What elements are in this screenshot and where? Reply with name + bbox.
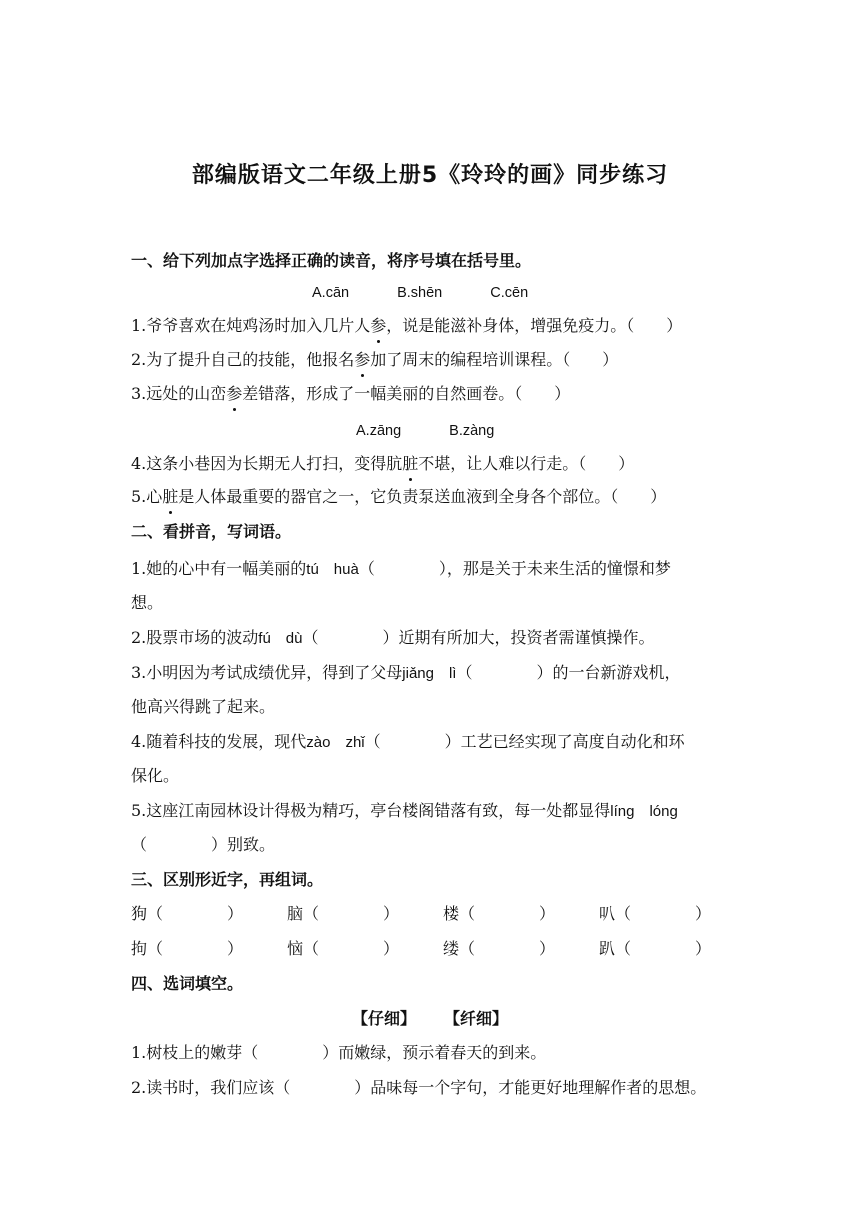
fill-q2: 2.读书时，我们应该（ ）品味每一个字句，才能更好地理解作者的思想。 (131, 1078, 707, 1097)
pinyin-q2: 2.股票市场的波动fú dù（ ）近期有所加大，投资者需谨慎操作。 (131, 628, 655, 647)
dotted-char: 脏 (402, 454, 419, 473)
char-item: 恼（ ） (287, 939, 400, 958)
option-a2: B.shēn (397, 285, 443, 301)
char-item: 缕（ ） (443, 939, 556, 958)
options-a (312, 285, 576, 301)
char-item: 脑（ ） (287, 904, 400, 923)
question-2: 2.为了提升自己的技能，他报名参加了周末的编程培训课程。（ ） (131, 350, 619, 369)
char-item: 楼（ ） (443, 904, 556, 923)
pinyin-q1: 1.她的心中有一幅美丽的tú huà（ ），那是关于未来生活的憧憬和梦 (131, 559, 671, 578)
pinyin-q3-cont: 他高兴得跳了起来。 (131, 697, 276, 716)
pinyin-q1-cont: 想。 (131, 593, 164, 612)
fill-q1: 1.树枝上的嫩芽（ ）而嫩绿，预示着春天的到来。 (131, 1043, 547, 1062)
pinyin-q3: 3.小明因为考试成绩优异，得到了父母jiǎng lì（ ）的一台新游戏机， (131, 663, 681, 682)
section1-heading: 一、给下列加点字选择正确的读音，将序号填在括号里。 (131, 251, 532, 270)
word-choice-1: 【仔细】 (351, 1009, 416, 1028)
question-4: 4.这条小巷因为长期无人打扫，变得肮脏不堪，让人难以行走。（ ） (131, 454, 635, 473)
dotted-char: 脏 (162, 487, 179, 506)
question-5: 5.心脏是人体最重要的器官之一，它负责泵送血液到全身各个部位。（ ） (131, 487, 667, 506)
worksheet-title: 部编版语文二年级上册5《玲玲的画》同步练习 (191, 163, 669, 188)
option-a3: C.cēn (490, 285, 529, 301)
section2-heading: 二、看拼音，写词语。 (131, 522, 292, 541)
option-b1: A.zāng (356, 423, 402, 439)
char-item: 狗（ ） (131, 904, 244, 923)
char-item: 拘（ ） (131, 939, 244, 958)
section3-heading: 三、区别形近字，再组词。 (131, 870, 324, 889)
pinyin-q5-cont: （ ）别致。 (131, 835, 276, 854)
char-item: 趴（ ） (599, 939, 712, 958)
dotted-char: 参 (370, 316, 387, 335)
section4-heading: 四、选词填空。 (131, 974, 244, 993)
pinyin: líng lóng (610, 803, 678, 820)
pinyin: tú huà (306, 561, 359, 578)
dotted-char: 参 (226, 384, 243, 403)
word-choices (0, 1006, 860, 1029)
pinyin: fú dù (258, 630, 303, 647)
char-item: 叭（ ） (599, 904, 712, 923)
pinyin-q4: 4.随着科技的发展，现代zào zhǐ（ ）工艺已经实现了高度自动化和环 (131, 732, 685, 751)
pinyin-q4-cont: 保化。 (131, 766, 180, 785)
pinyin: jiǎng lì (402, 665, 457, 682)
question-1: 1.爷爷喜欢在炖鸡汤时加入几片人参，说是能滋补身体，增强免疫力。（ ） (131, 316, 683, 335)
word-choice-2: 【纤细】 (452, 1009, 509, 1028)
option-b2: B.zàng (449, 423, 495, 439)
pinyin-q5: 5.这座江南园林设计得极为精巧，亭台楼阁错落有致，每一处都显得líng lóng (131, 801, 678, 820)
question-3: 3.远处的山峦参差错落，形成了一幅美丽的自然画卷。（ ） (131, 384, 571, 403)
option-a1: A.cān (312, 285, 350, 301)
options-b (356, 423, 542, 439)
dotted-char: 参 (354, 350, 371, 369)
pinyin: zào zhǐ (306, 734, 365, 751)
